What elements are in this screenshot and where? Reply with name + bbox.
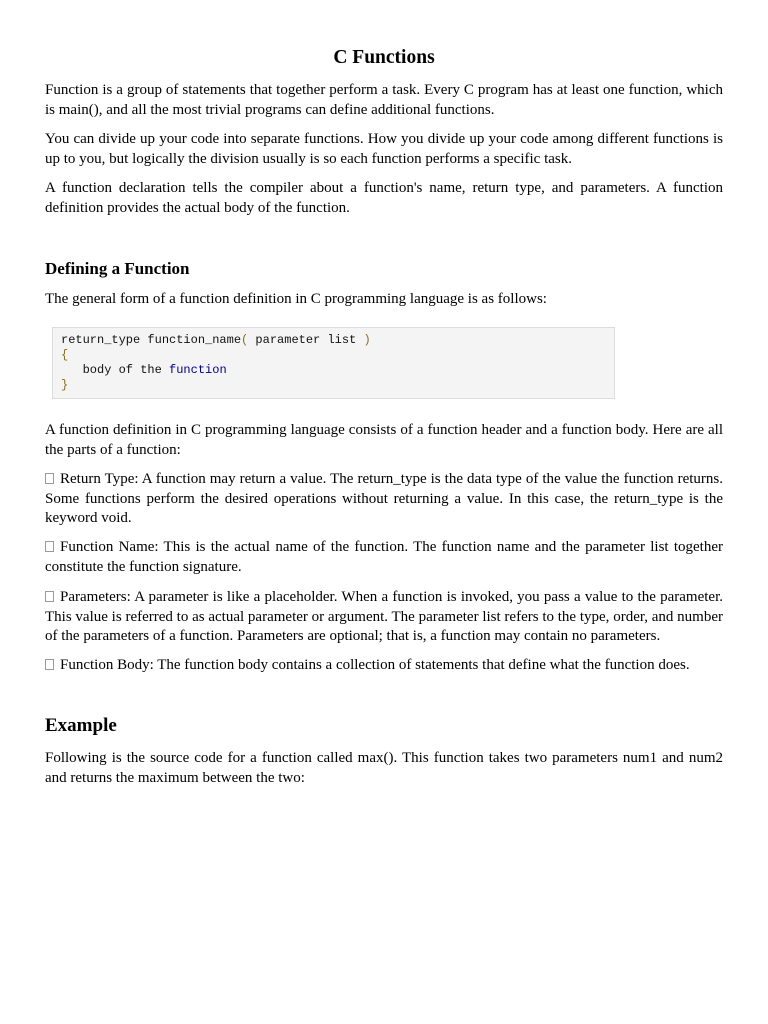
- missing-glyph-icon: [45, 659, 54, 670]
- code-signature: return_type function_name: [61, 333, 242, 347]
- example-text: Following is the source code for a function called max(). This function takes two parameters num1 and num2 and returns the maximum between the two:: [45, 750, 723, 786]
- part-text: Parameters: A parameter is like a placeholder. When a function is invoked, you pass a value to the parameter. This value is referred to as actual parameter or argument. The parameter list refers to the type, order, and number of the parameters of a function. Parameters are optional; that is, a function may contain no parameters.: [45, 589, 723, 644]
- part-item-parameters: [45, 588, 723, 647]
- missing-glyph-icon: [45, 541, 54, 552]
- intro-paragraph-2: You can divide up your code into separate functions. How you divide up your code among different functions is up to you, but logically the division usually is so each function performs a specific task.: [45, 131, 723, 167]
- part-text: Function Name: This is the actual name of the function. The function name and the parameter list together constitute the function signature.: [45, 539, 723, 575]
- part-item-return-type: [45, 470, 723, 529]
- code-close-paren: ): [363, 333, 371, 347]
- code-keyword: function: [169, 363, 227, 377]
- code-block: [52, 327, 615, 399]
- code-line-3: [61, 363, 606, 378]
- page-title: C Functions: [333, 47, 435, 68]
- code-open-paren: (: [241, 333, 249, 347]
- missing-glyph-icon: [45, 473, 54, 484]
- part-item-function-name: [45, 538, 723, 577]
- intro-paragraph-3: A function declaration tells the compiler about a function's name, return type, and parameters. A function definition provides the actual body of the function.: [45, 180, 723, 216]
- code-line-4: }: [61, 378, 69, 392]
- code-line-2: {: [61, 348, 69, 362]
- part-item-function-body: [45, 656, 723, 676]
- code-line-1: [61, 333, 606, 348]
- code-params: parameter list: [248, 333, 364, 347]
- section-heading-example: Example: [45, 715, 117, 736]
- intro-paragraph-1: Function is a group of statements that together perform a task. Every C program has at least one function, which is main(), and all the most trivial programs can define additional functions.: [45, 82, 723, 118]
- code-body-text: body of the: [61, 363, 170, 377]
- parts-intro-text: A function definition in C programming language consists of a function header and a function body. Here are all the parts of a function:: [45, 422, 723, 458]
- missing-glyph-icon: [45, 591, 54, 602]
- part-text: Function Body: The function body contains a collection of statements that define what the function does.: [60, 657, 690, 673]
- defining-lead-text: The general form of a function definition in C programming language is as follows:: [45, 291, 547, 307]
- part-text: Return Type: A function may return a value. The return_type is the data type of the value the function returns. Some functions perform the desired operations without returning a value. In this case, the return_type is the keyword void.: [45, 471, 723, 526]
- section-heading-defining: Defining a Function: [45, 259, 190, 278]
